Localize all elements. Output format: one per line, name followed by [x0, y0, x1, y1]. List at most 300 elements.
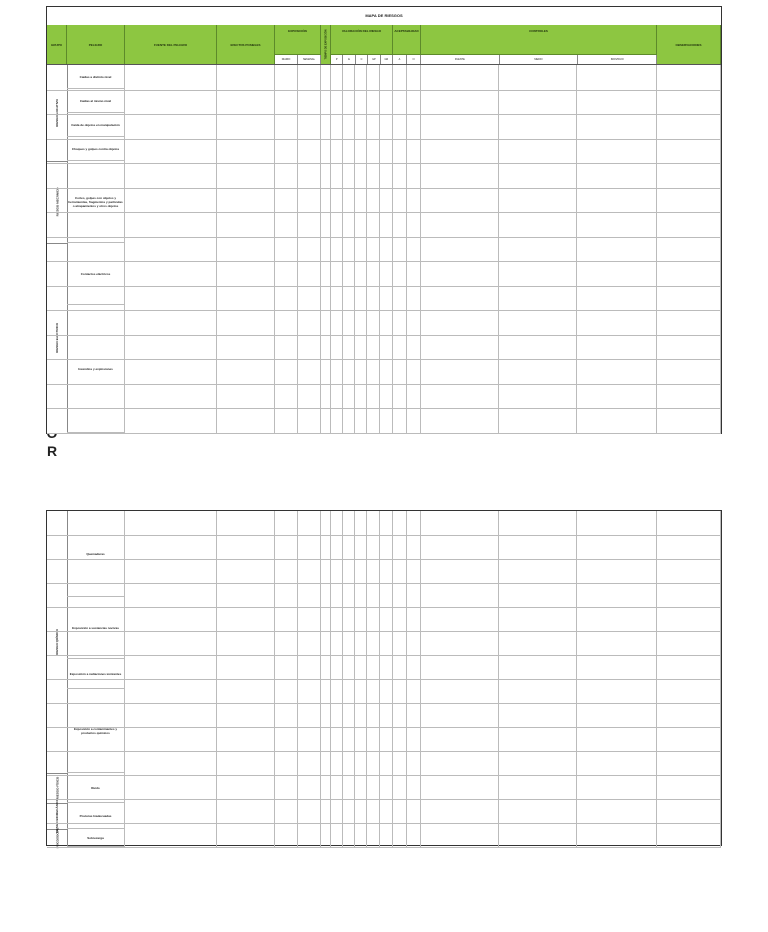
table-cell — [343, 90, 355, 115]
table-cell — [367, 583, 380, 607]
table-cell — [275, 359, 298, 384]
peligro-name: Caídas a distinto nivel — [67, 65, 125, 89]
table-cell — [657, 286, 721, 311]
table-cell — [657, 655, 721, 679]
table-cell — [331, 655, 343, 679]
table-cell — [343, 114, 355, 139]
table-cell — [499, 559, 577, 583]
table-cell — [125, 286, 217, 311]
table-cell — [367, 535, 380, 559]
sub-c: C — [356, 55, 368, 64]
table-cell — [355, 335, 367, 360]
table-cell — [321, 212, 331, 237]
table-cell — [407, 237, 421, 262]
table-cell — [367, 310, 380, 335]
table-cell — [393, 65, 407, 90]
table-cell — [217, 114, 275, 139]
table-cell — [577, 751, 657, 775]
table-cell — [499, 384, 577, 409]
table-cell — [421, 703, 499, 727]
table-cell — [331, 65, 343, 90]
table-cell — [421, 679, 499, 703]
table-cell — [125, 335, 217, 360]
table-cell — [577, 823, 657, 847]
table-cell — [343, 751, 355, 775]
peligro-name: Cortes, golpes con objetos y herramientas, fragmentos y partículas o atrapamientos y otros objetos — [67, 161, 125, 243]
table-cell — [321, 511, 331, 535]
table-cell — [125, 188, 217, 213]
table-cell — [125, 607, 217, 631]
table-cell — [421, 775, 499, 799]
table-cell — [421, 90, 499, 115]
table-cell — [499, 751, 577, 775]
table-cell — [125, 823, 217, 847]
table-cell — [421, 188, 499, 213]
table-cell — [499, 727, 577, 751]
table-cell — [217, 751, 275, 775]
table-cell — [217, 335, 275, 360]
table-cell — [407, 655, 421, 679]
table-cell — [499, 286, 577, 311]
table-cell — [577, 511, 657, 535]
table-cell — [499, 655, 577, 679]
table-cell — [407, 823, 421, 847]
table-cell — [393, 212, 407, 237]
table-cell — [321, 286, 331, 311]
table-row — [47, 139, 721, 165]
table-cell — [355, 775, 367, 799]
table-cell — [217, 727, 275, 751]
group-label: RIESGO LOCATIVO — [55, 99, 59, 127]
table-cell — [275, 212, 298, 237]
table-cell — [298, 408, 321, 433]
sub-a: A — [393, 55, 407, 64]
table-cell — [343, 163, 355, 188]
table-cell — [355, 359, 367, 384]
table-cell — [275, 65, 298, 90]
table-cell — [331, 286, 343, 311]
table-cell — [355, 631, 367, 655]
table-cell — [367, 703, 380, 727]
table-cell — [298, 237, 321, 262]
table-cell — [577, 310, 657, 335]
table-cell — [321, 559, 331, 583]
table-body — [47, 65, 721, 433]
table-cell — [577, 114, 657, 139]
table-cell — [657, 751, 721, 775]
table-cell — [343, 607, 355, 631]
table-cell — [355, 114, 367, 139]
table-cell — [321, 237, 331, 262]
table-cell — [343, 703, 355, 727]
sub-gp: GP — [368, 55, 380, 64]
header-fuente: FUENTE DEL PELIGRO — [125, 25, 217, 64]
table-cell — [407, 408, 421, 433]
table-cell — [577, 359, 657, 384]
table-cell — [343, 799, 355, 823]
table-cell — [355, 799, 367, 823]
table-cell — [217, 775, 275, 799]
table-cell — [331, 163, 343, 188]
table-cell — [355, 679, 367, 703]
table-row — [47, 359, 721, 385]
table-row — [47, 237, 721, 263]
table-cell — [577, 384, 657, 409]
table-cell — [217, 261, 275, 286]
table-cell — [577, 261, 657, 286]
table-cell — [393, 727, 407, 751]
table-row — [47, 408, 721, 434]
table-cell — [380, 90, 393, 115]
table-cell — [125, 139, 217, 164]
header-efectos: EFECTOS POSIBLES — [217, 25, 275, 64]
table-cell — [380, 655, 393, 679]
table-cell — [125, 359, 217, 384]
table-cell — [380, 535, 393, 559]
table-cell — [298, 703, 321, 727]
table-cell — [217, 90, 275, 115]
table-cell — [421, 823, 499, 847]
table-cell — [421, 359, 499, 384]
table-cell — [657, 384, 721, 409]
sub-n: N — [407, 55, 421, 64]
table-cell — [367, 727, 380, 751]
table-cell — [393, 188, 407, 213]
table-cell — [331, 727, 343, 751]
table-cell — [367, 799, 380, 823]
peligro-name: Exposición a sustancias nocivas — [67, 597, 125, 659]
table-cell — [421, 237, 499, 262]
table-cell — [407, 188, 421, 213]
table-cell — [393, 799, 407, 823]
table-row — [47, 261, 721, 287]
group-label: RIESGO MECÁNICO — [55, 187, 59, 217]
table-cell — [367, 212, 380, 237]
table-cell — [380, 359, 393, 384]
table-cell — [367, 237, 380, 262]
table-cell — [355, 607, 367, 631]
table-cell — [125, 703, 217, 727]
table-cell — [407, 90, 421, 115]
table-cell — [380, 188, 393, 213]
table-cell — [217, 163, 275, 188]
table-cell — [321, 751, 331, 775]
header-tiempo — [321, 25, 331, 64]
table-cell — [577, 212, 657, 237]
table-cell — [321, 163, 331, 188]
table-cell — [321, 727, 331, 751]
table-cell — [355, 703, 367, 727]
table-cell — [331, 823, 343, 847]
table-cell — [331, 535, 343, 559]
table-cell — [657, 114, 721, 139]
table-cell — [577, 163, 657, 188]
table-cell — [125, 655, 217, 679]
table-cell — [275, 679, 298, 703]
table-cell — [217, 631, 275, 655]
table-cell — [421, 655, 499, 679]
table-cell — [407, 511, 421, 535]
table-cell — [125, 90, 217, 115]
table-cell — [577, 679, 657, 703]
table-row — [47, 559, 721, 584]
table-cell — [367, 607, 380, 631]
table-cell — [657, 535, 721, 559]
table-cell — [355, 823, 367, 847]
table-cell — [380, 163, 393, 188]
table-cell — [275, 511, 298, 535]
table-cell — [275, 727, 298, 751]
table-cell — [125, 727, 217, 751]
table-cell — [343, 188, 355, 213]
table-cell — [407, 799, 421, 823]
table-cell — [275, 703, 298, 727]
table-cell — [657, 408, 721, 433]
table-cell — [657, 583, 721, 607]
table-cell — [421, 65, 499, 90]
table-cell — [331, 775, 343, 799]
peligro-name: Contactos eléctricos — [67, 243, 125, 305]
subheader-exposicion — [275, 35, 321, 64]
table-cell — [380, 751, 393, 775]
table-cell — [343, 823, 355, 847]
table-cell — [321, 823, 331, 847]
sheet-page-2 — [46, 510, 722, 849]
table-cell — [367, 775, 380, 799]
table-cell — [217, 703, 275, 727]
table-cell — [421, 559, 499, 583]
table-cell — [393, 535, 407, 559]
table-cell — [331, 237, 343, 262]
table-cell — [499, 631, 577, 655]
table-row — [47, 583, 721, 608]
table-cell — [331, 703, 343, 727]
table-cell — [657, 823, 721, 847]
table-cell — [343, 511, 355, 535]
table-cell — [407, 535, 421, 559]
table-cell — [275, 408, 298, 433]
table-cell — [367, 139, 380, 164]
table-cell — [367, 823, 380, 847]
table-cell — [355, 583, 367, 607]
table-cell — [275, 286, 298, 311]
table-cell — [298, 139, 321, 164]
table-cell — [331, 679, 343, 703]
table-row — [47, 679, 721, 704]
table-cell — [499, 163, 577, 188]
table-cell — [393, 751, 407, 775]
table-cell — [298, 799, 321, 823]
table-cell — [407, 163, 421, 188]
table-cell — [657, 607, 721, 631]
table-cell — [298, 114, 321, 139]
table-cell — [393, 384, 407, 409]
table-cell — [577, 583, 657, 607]
table-cell — [321, 408, 331, 433]
sub-diario: DIARIO — [275, 55, 298, 64]
table-cell — [393, 310, 407, 335]
table-cell — [393, 359, 407, 384]
table-row — [47, 310, 721, 336]
table-cell — [421, 583, 499, 607]
table-cell — [367, 335, 380, 360]
subheader-valoracion — [331, 35, 393, 64]
table-cell — [499, 188, 577, 213]
table-cell — [275, 335, 298, 360]
table-cell — [367, 751, 380, 775]
table-cell — [657, 727, 721, 751]
table-cell — [343, 775, 355, 799]
table-cell — [217, 799, 275, 823]
table-cell — [499, 310, 577, 335]
table-cell — [367, 188, 380, 213]
table-cell — [407, 114, 421, 139]
table-cell — [393, 631, 407, 655]
table-cell — [125, 65, 217, 90]
table-cell — [499, 335, 577, 360]
table-cell — [125, 384, 217, 409]
table-cell — [298, 384, 321, 409]
table-cell — [125, 583, 217, 607]
table-cell — [393, 335, 407, 360]
table-cell — [331, 751, 343, 775]
table-cell — [657, 511, 721, 535]
table-cell — [321, 607, 331, 631]
table-cell — [657, 237, 721, 262]
table-cell — [407, 212, 421, 237]
table-row — [47, 751, 721, 776]
table-cell — [577, 775, 657, 799]
table-cell — [407, 679, 421, 703]
table-cell — [298, 655, 321, 679]
table-cell — [367, 384, 380, 409]
table-cell — [343, 261, 355, 286]
header-band — [47, 25, 721, 65]
table-cell — [577, 408, 657, 433]
table-cell — [421, 408, 499, 433]
table-cell — [298, 310, 321, 335]
table-cell — [217, 535, 275, 559]
table-cell — [407, 359, 421, 384]
table-cell — [321, 655, 331, 679]
table-cell — [298, 188, 321, 213]
table-cell — [393, 139, 407, 164]
table-cell — [217, 286, 275, 311]
peligro-name: Exposición a radiaciones ionizantes — [67, 659, 125, 689]
table-cell — [421, 631, 499, 655]
table-cell — [298, 679, 321, 703]
table-cell — [577, 188, 657, 213]
table-row — [47, 90, 721, 116]
table-cell — [577, 286, 657, 311]
table-cell — [380, 823, 393, 847]
table-cell — [331, 261, 343, 286]
table-cell — [499, 703, 577, 727]
table-cell — [321, 188, 331, 213]
table-cell — [125, 114, 217, 139]
table-cell — [657, 679, 721, 703]
table-cell — [499, 139, 577, 164]
table-cell — [217, 65, 275, 90]
table-row — [47, 655, 721, 680]
group-label: RIESGO ELÉCTRICO — [55, 323, 59, 353]
table-cell — [407, 703, 421, 727]
table-cell — [298, 583, 321, 607]
table-cell — [298, 163, 321, 188]
table-cell — [407, 727, 421, 751]
table-row — [47, 511, 721, 536]
table-cell — [275, 114, 298, 139]
table-cell — [657, 163, 721, 188]
side-letter: R — [46, 443, 58, 459]
table-cell — [380, 384, 393, 409]
table-cell — [380, 607, 393, 631]
table-cell — [577, 703, 657, 727]
table-cell — [499, 237, 577, 262]
table-cell — [499, 775, 577, 799]
sub-medio: MEDIO — [500, 55, 579, 64]
table-cell — [298, 212, 321, 237]
table-cell — [331, 310, 343, 335]
table-cell — [343, 310, 355, 335]
table-row — [47, 631, 721, 656]
table-cell — [657, 90, 721, 115]
table-cell — [577, 631, 657, 655]
table-cell — [367, 114, 380, 139]
table-cell — [421, 384, 499, 409]
table-cell — [380, 727, 393, 751]
table-cell — [577, 535, 657, 559]
table-cell — [275, 310, 298, 335]
table-cell — [355, 655, 367, 679]
table-cell — [499, 90, 577, 115]
table-body — [47, 511, 721, 847]
table-row — [47, 188, 721, 214]
peligro-name: Sobrecarga — [67, 829, 125, 847]
table-cell — [331, 511, 343, 535]
table-row — [47, 799, 721, 824]
table-cell — [275, 163, 298, 188]
table-cell — [577, 607, 657, 631]
group-label: PSICOSOCIAL — [55, 827, 60, 849]
table-row — [47, 607, 721, 632]
table-cell — [367, 511, 380, 535]
table-cell — [125, 212, 217, 237]
table-cell — [367, 163, 380, 188]
table-row — [47, 163, 721, 189]
table-cell — [343, 679, 355, 703]
table-cell — [321, 335, 331, 360]
table-cell — [577, 237, 657, 262]
sub-fuente: FUENTE — [421, 55, 500, 64]
table-cell — [577, 655, 657, 679]
table-cell — [421, 535, 499, 559]
table-cell — [343, 559, 355, 583]
table-cell — [125, 310, 217, 335]
table-cell — [275, 823, 298, 847]
table-cell — [275, 631, 298, 655]
table-cell — [657, 359, 721, 384]
table-cell — [217, 607, 275, 631]
table-cell — [275, 607, 298, 631]
table-cell — [125, 535, 217, 559]
table-cell — [367, 408, 380, 433]
table-cell — [657, 335, 721, 360]
table-cell — [355, 139, 367, 164]
table-cell — [393, 114, 407, 139]
sheet-title: MAPA DE RIESGOS — [47, 7, 721, 26]
table-cell — [321, 703, 331, 727]
